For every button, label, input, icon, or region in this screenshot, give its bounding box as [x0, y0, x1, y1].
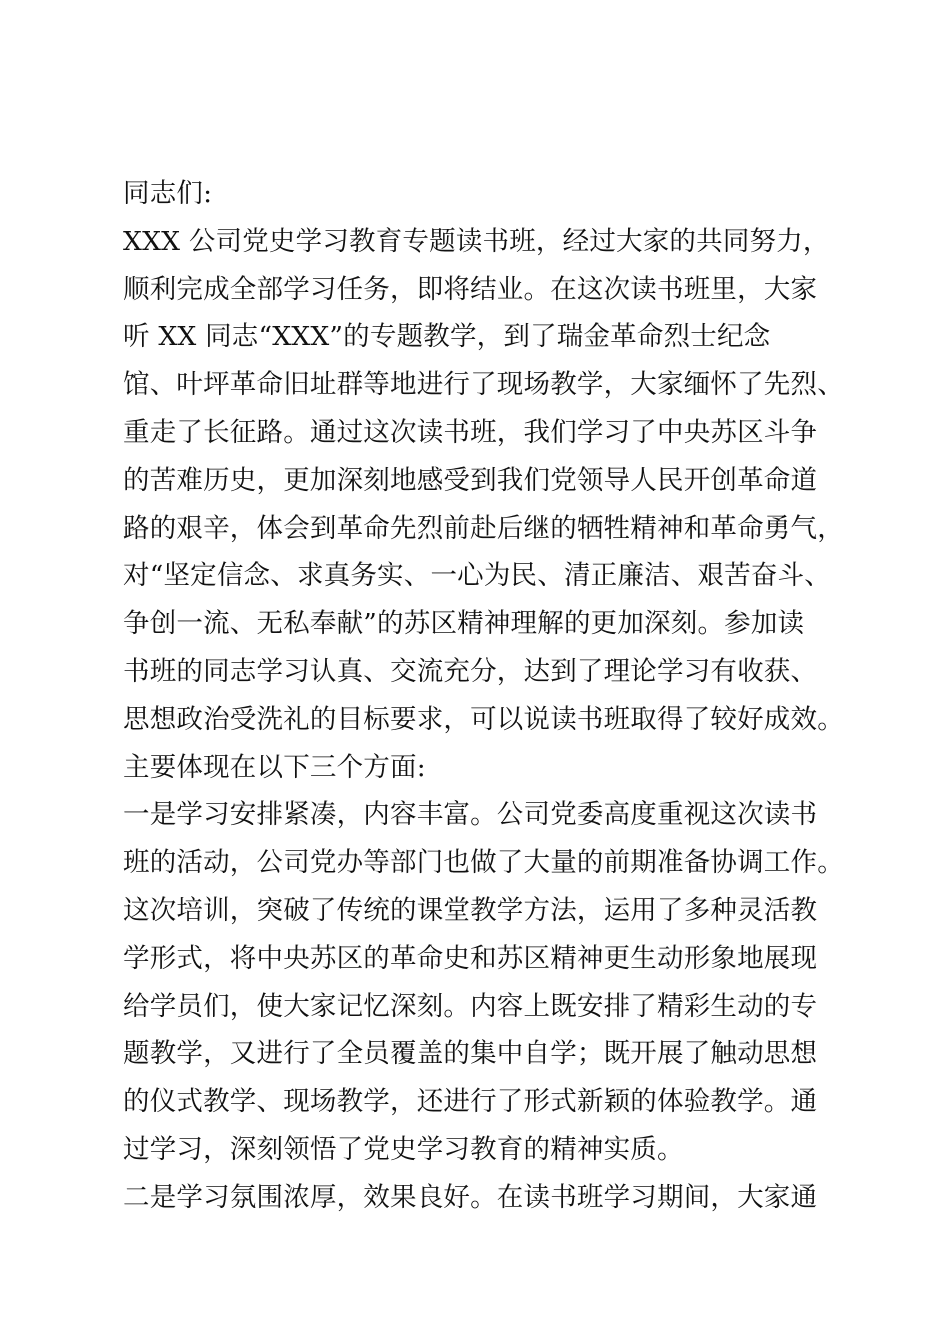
text-line: 主要体现在以下三个方面:	[123, 751, 426, 783]
text-line: 思想政治受洗礼的目标要求，可以说读书班取得了较好成效。	[123, 703, 844, 735]
text-line: 重走了长征路。通过这次读书班，我们学习了中央苏区斗争	[123, 416, 818, 448]
text-line: 题教学，又进行了全员覆盖的集中自学；既开展了触动思想	[123, 1038, 818, 1070]
text-line: 这次培训，突破了传统的课堂教学方法，运用了多种灵活教	[123, 894, 818, 926]
text-line: 争创一流、无私奉献”的苏区精神理解的更加深刻。参加读	[123, 608, 805, 640]
text-line: 一是学习安排紧凑，内容丰富。公司党委高度重视这次读书	[123, 799, 818, 831]
salutation-line: 同志们:	[123, 178, 213, 209]
text-line: 给学员们，使大家记忆深刻。内容上既安排了精彩生动的专	[123, 990, 818, 1022]
text-line: 馆、叶坪革命旧址群等地进行了现场教学，大家缅怀了先烈、	[123, 369, 844, 401]
text-line: XXX 公司党史学习教育专题读书班，经过大家的共同努力，	[123, 225, 830, 257]
text-line: 二是学习氛围浓厚，效果良好。在读书班学习期间，大家通	[123, 1181, 818, 1213]
document-body	[123, 170, 843, 1222]
text-line: 书班的同志学习认真、交流充分，达到了理论学习有收获、	[123, 655, 818, 687]
text-line: 学形式，将中央苏区的革命史和苏区精神更生动形象地展现	[123, 942, 818, 974]
text-line: 班的活动，公司党办等部门也做了大量的前期准备协调工作。	[123, 847, 844, 879]
text-line: 的仪式教学、现场教学，还进行了形式新颖的体验教学。通	[123, 1086, 818, 1118]
text-line: 过学习，深刻领悟了党史学习教育的精神实质。	[123, 1133, 684, 1165]
text-line: 路的艰辛，体会到革命先烈前赴后继的牺牲精神和革命勇气，	[123, 512, 844, 544]
text-line: 听 XX 同志“XXX”的专题教学，到了瑞金革命烈士纪念	[123, 321, 771, 353]
text-line: 顺利完成全部学习任务，即将结业。在这次读书班里，大家	[123, 273, 818, 305]
text-line: 的苦难历史，更加深刻地感受到我们党领导人民开创革命道	[123, 464, 818, 496]
text-line: 对“坚定信念、求真务实、一心为民、清正廉洁、艰苦奋斗、	[123, 560, 831, 592]
